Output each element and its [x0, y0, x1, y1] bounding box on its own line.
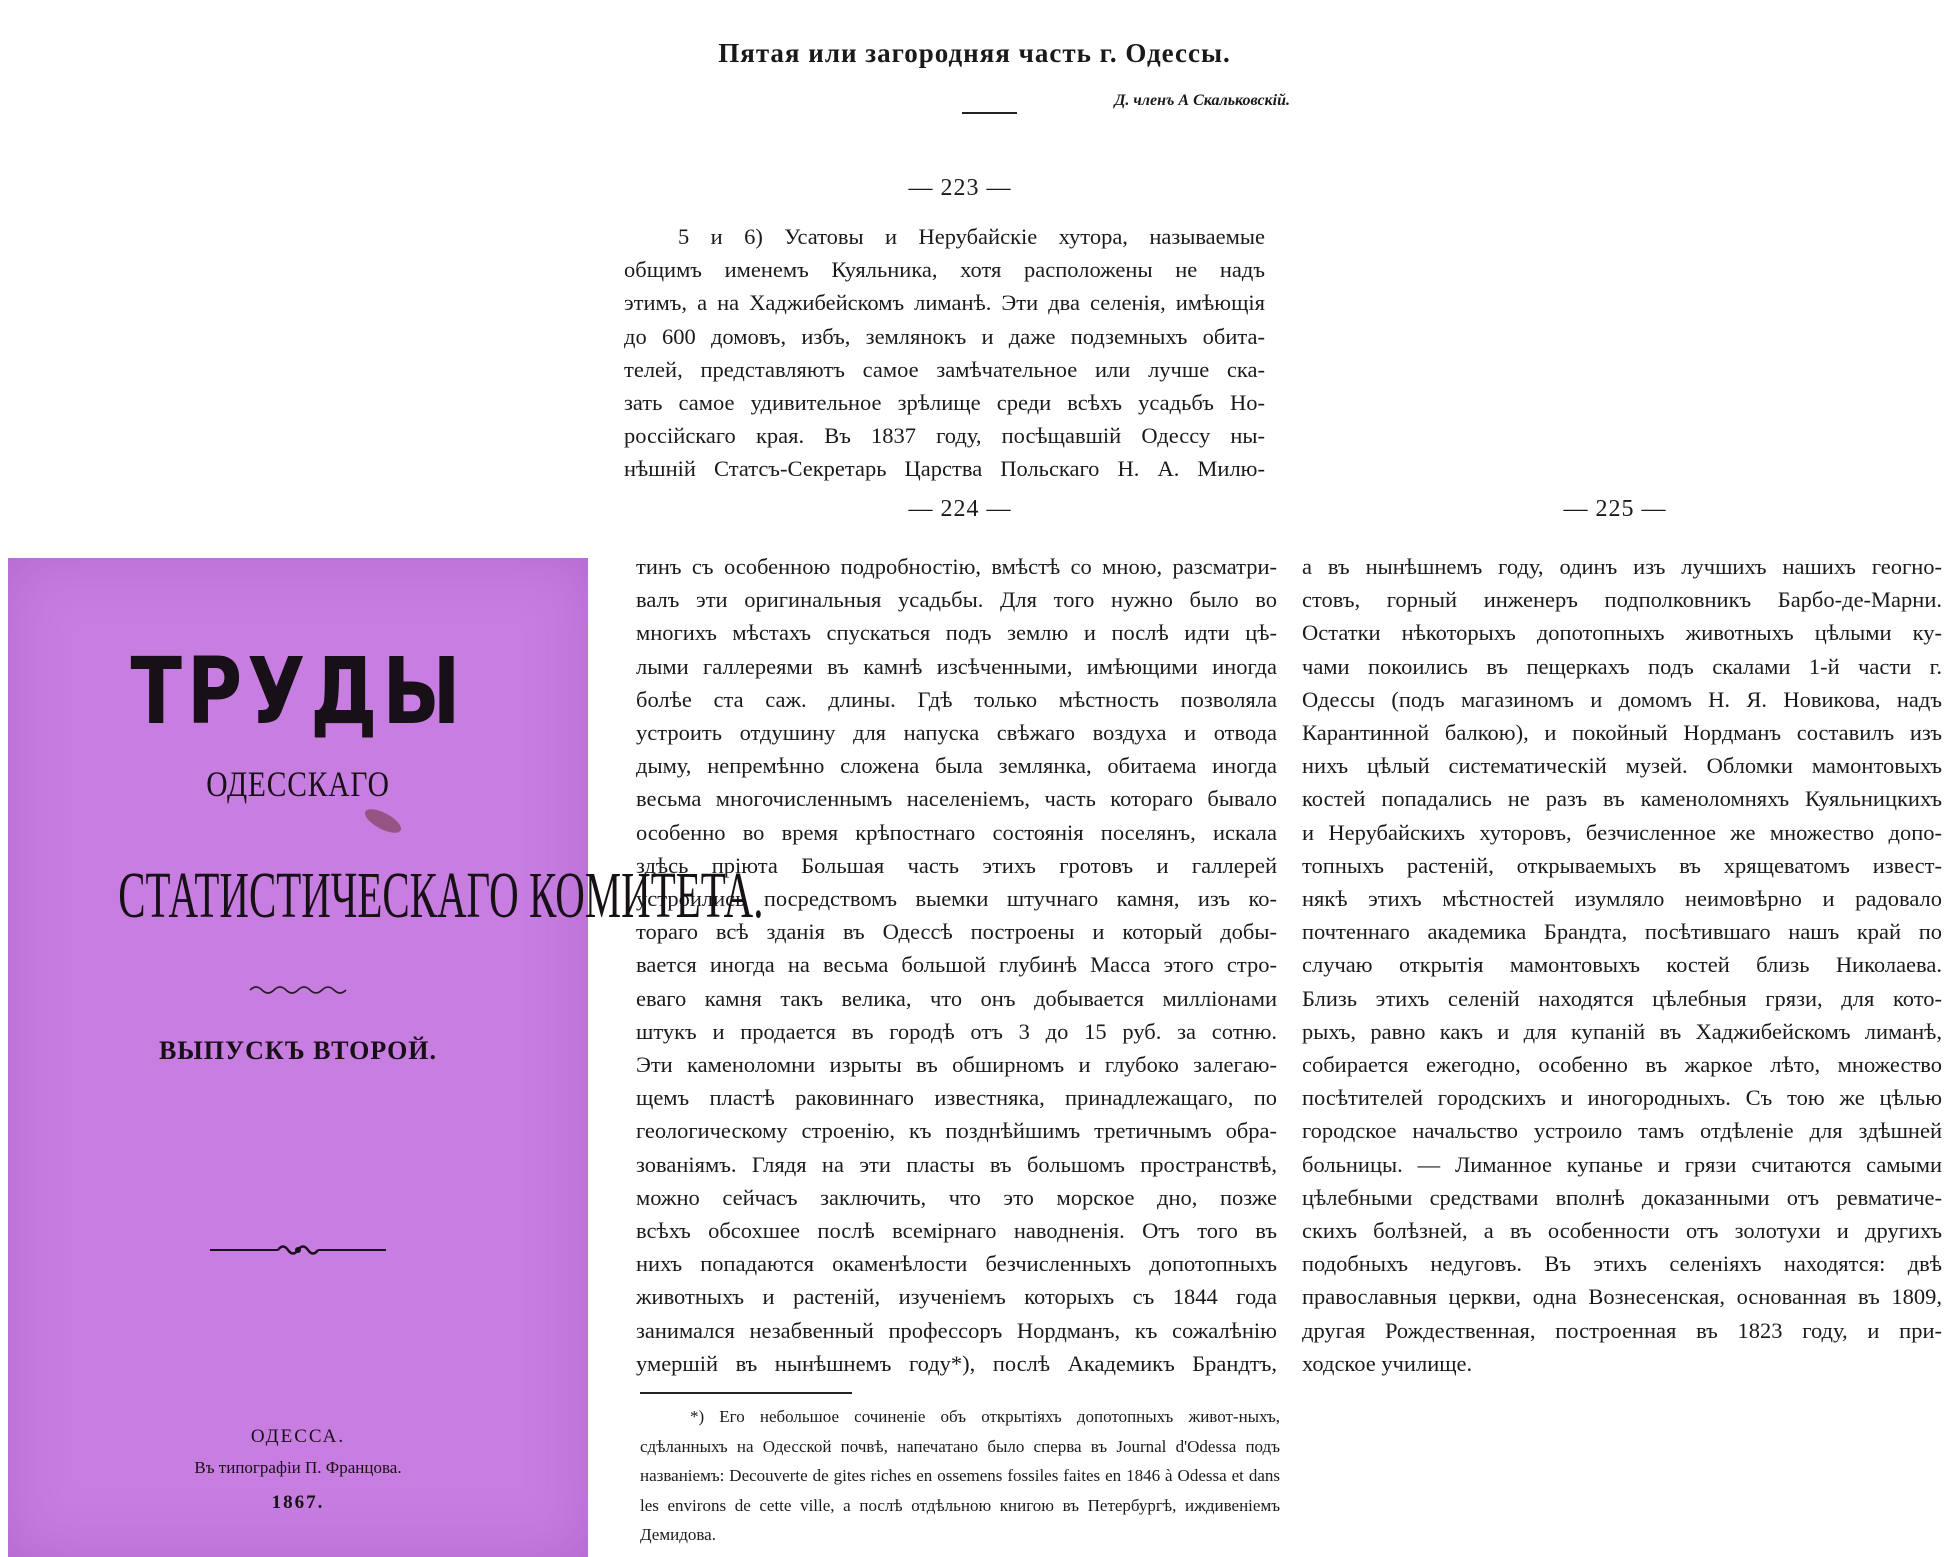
text-line: ходское училище. [1302, 1350, 1473, 1376]
text-line: 5 и 6) Усатовы и Нерубайскіе хутора, называемые [678, 224, 1265, 249]
text-line: болѣе ста саж. длины. Гдѣ только мѣстность позволяла [636, 686, 1277, 712]
cover-press: Въ типографіи П. Францова. [194, 1458, 402, 1477]
text-line: занимался незабвенный профессоръ Нордманъ, къ сожалѣнію [636, 1317, 1277, 1343]
text-line: някѣ этихъ мѣстностей изумляло неимовѣрно и радовало [1302, 886, 1942, 912]
text-line: больницы. — Лиманное купанье и грязи считаются самыми [1302, 1151, 1942, 1177]
wave-ornament-icon [248, 983, 348, 997]
text-line: устроить отдушину для напуска свѣжаго воздуха и отвода [636, 720, 1277, 746]
text-line: здѣсь пріюта Большая часть этихъ гротовъ и галлерей [636, 852, 1277, 878]
text-line: всѣхъ обсохшее послѣ всемірнаго наводненія. Отъ того въ [636, 1218, 1277, 1244]
text-line: многихъ мѣстахъ спускаться подъ землю и послѣ идти цѣ- [636, 620, 1277, 646]
text-line: рыхъ, равно какъ и для купаній въ Хаджибейскомъ лиманѣ, [1302, 1018, 1942, 1044]
page-number-225: — 225 — [1563, 496, 1667, 522]
text-line: и Нерубайскихъ хуторовъ, безчисленное же множество допо- [1302, 819, 1942, 845]
text-line: посѣтителей городскихъ и иногородныхъ. Съ тою же цѣлью [1302, 1085, 1942, 1111]
text-line: нихъ цѣлый систематическій музей. Обломки мамонтовыхъ [1302, 753, 1942, 779]
book-cover [8, 558, 764, 1557]
text-line: особенно во время крѣпостнаго состоянія поселянъ, искала [636, 819, 1277, 845]
text-line: топныхъ растеній, открываемыхъ въ хрящеватомъ извест- [1302, 852, 1942, 878]
page-224-text [636, 550, 1277, 1380]
text-line: можно сейчасъ заключить, что это морское дно, позже [636, 1184, 1277, 1210]
text-line: россійскаго края. Въ 1837 году, посѣщавшій Одессу ны- [624, 423, 1265, 449]
text-line: зать самое удивительное зрѣлище среди всѣхъ усадьбъ Но- [624, 390, 1265, 416]
cover-subtitle-odesskago: ОДЕССКАГО [206, 764, 390, 804]
text-line: другая Рождественная, построенная въ 1823 году, и при- [1302, 1317, 1942, 1343]
chapter-title: Пятая или загородняя часть г. Одессы. [718, 38, 1231, 68]
text-line: собирается ежегодно, особенно въ жаркое лѣто, множество [1302, 1052, 1942, 1078]
page-number-223: — 223 — [908, 175, 1012, 201]
page-223-text [624, 220, 1265, 486]
page-number-224: — 224 — [908, 496, 1012, 522]
text-line: устроились посредствомъ выемки штучнаго камня, изъ ко- [636, 886, 1277, 912]
cover-smudge [362, 805, 405, 838]
author-line: Д. членъ А Скальковскій. [1114, 92, 1290, 109]
text-line: Близь этихъ селеній находятся цѣлебныя грязи, для кото- [1302, 985, 1942, 1011]
text-line: щемъ пластѣ раковиннаго известняка, принадлежащаго, по [636, 1085, 1277, 1111]
footnote: *) Его небольшое сочиненіе объ открытіяхъ допотопныхъ живот-ныхъ, сдѣланныхъ на Одесской почвѣ, напечатано было сперва въ Journal d'Odessa подъ названіемъ: Decouverte de gites riches en ossemens fossiles faites en 1846 à Odessa et dans les environs de cette ville, а послѣ отдѣльною книгою въ Петербургѣ, иждивеніемъ Демидова. [640, 1407, 1280, 1545]
text-line: еваго камня такъ велика, что онъ добывается милліонами [636, 985, 1277, 1011]
text-line: нѣшній Статсъ-Секретарь Царства Польскаго Н. А. Милю- [624, 456, 1265, 482]
cover-city: ОДЕССА. [250, 1426, 346, 1447]
text-line: умершій въ нынѣшнемъ году*), послѣ Академикъ Брандтъ, [636, 1350, 1277, 1376]
text-line: случаю открытія мамонтовыхъ костей близь Николаева. [1302, 952, 1942, 978]
text-line: Одессы (подъ магазиномъ и домомъ Н. Я. Новикова, надъ [1302, 686, 1942, 712]
divider-ornament-icon [208, 1240, 388, 1260]
text-line: тинъ съ особенною подробностію, вмѣстѣ со мною, разсматри- [636, 554, 1277, 579]
cover-year: 1867. [271, 1492, 325, 1513]
text-line: общимъ именемъ Куяльника, хотя расположены не надъ [624, 257, 1265, 283]
cover-title: ТРУДЫ [130, 638, 466, 745]
text-line: штукъ и продается въ городѣ отъ 3 до 15 руб. за сотню. [636, 1018, 1277, 1044]
text-line: чами покоились въ пещеркахъ подъ скалами 1-й части г. [1302, 653, 1942, 679]
text-line: почтеннаго академика Брандта, посѣтившаго нашъ край по [1302, 919, 1942, 945]
text-line: Остатки нѣкоторыхъ допотопныхъ животныхъ цѣлыми ку- [1302, 620, 1942, 646]
text-line: православныя церкви, одна Вознесенская, основанная въ 1809, [1302, 1284, 1942, 1310]
text-line: дыму, непремѣнно сложена была землянка, обитаема иногда [636, 753, 1277, 779]
text-line: стовъ, горный инженеръ подполковникъ Барбо-де-Марни. [1302, 587, 1942, 613]
text-line: скихъ болѣзней, а въ особенности отъ золотухи и другихъ [1302, 1218, 1942, 1244]
text-line: весьма многочисленнымъ населеніемъ, часть котораго бывало [636, 786, 1277, 812]
text-line: валъ эти оригинальныя усадьбы. Для того нужно было во [636, 587, 1277, 613]
text-line: нихъ попадаются окаменѣлости безчисленныхъ допотопныхъ [636, 1251, 1277, 1277]
text-line: городское начальство устроило тамъ отдѣленіе для здѣшней [1302, 1118, 1942, 1144]
text-line: до 600 домовъ, избъ, землянокъ и даже подземныхъ обита- [624, 323, 1265, 349]
page-225-text [1302, 550, 1942, 1380]
text-line: Эти каменоломни изрыты въ обширномъ и глубоко залегаю- [636, 1052, 1277, 1078]
text-line: этимъ, а на Хаджибейскомъ лиманѣ. Эти два селенія, имѣющія [624, 290, 1265, 316]
text-line: тораго всѣ зданія въ Одессѣ построены и который добы- [636, 919, 1277, 945]
text-line: цѣлебными средствами вполнѣ доказанными отъ ревматиче- [1302, 1184, 1942, 1210]
text-line: лыми галлереями въ камнѣ изсѣченными, имѣющими иногда [636, 653, 1277, 679]
cover-subtitle-komiteta: СТАТИСТИЧЕСКАГО КОМИТЕТА. [118, 859, 764, 932]
footnote-rule [640, 1392, 852, 1394]
text-line: вается иногда на весьма большой глубинѣ Масса этого стро- [636, 952, 1277, 978]
cover-issue: ВЫПУСКЪ ВТОРОЙ. [158, 1036, 438, 1065]
text-line: зованіямъ. Глядя на эти пласты въ большомъ пространствѣ, [636, 1151, 1277, 1177]
text-line: геологическому строенію, къ позднѣйшимъ третичнымъ обра- [636, 1118, 1277, 1144]
author-rule [962, 112, 1017, 114]
text-line: животныхъ и растеній, изученіемъ которыхъ съ 1844 года [636, 1284, 1277, 1310]
text-line: а въ нынѣшнемъ году, одинъ изъ лучшихъ нашихъ геогно- [1302, 554, 1942, 579]
text-line: костей попадались не разъ въ каменоломняхъ Куяльницкихъ [1302, 786, 1942, 812]
text-line: телей, представляютъ самое замѣчательное или лучше ска- [624, 356, 1265, 382]
text-line: подобныхъ недуговъ. Въ этихъ селеніяхъ находятся: двѣ [1302, 1251, 1942, 1277]
text-line: Карантинной балкою), и покойный Нордманъ составилъ изъ [1302, 720, 1942, 746]
